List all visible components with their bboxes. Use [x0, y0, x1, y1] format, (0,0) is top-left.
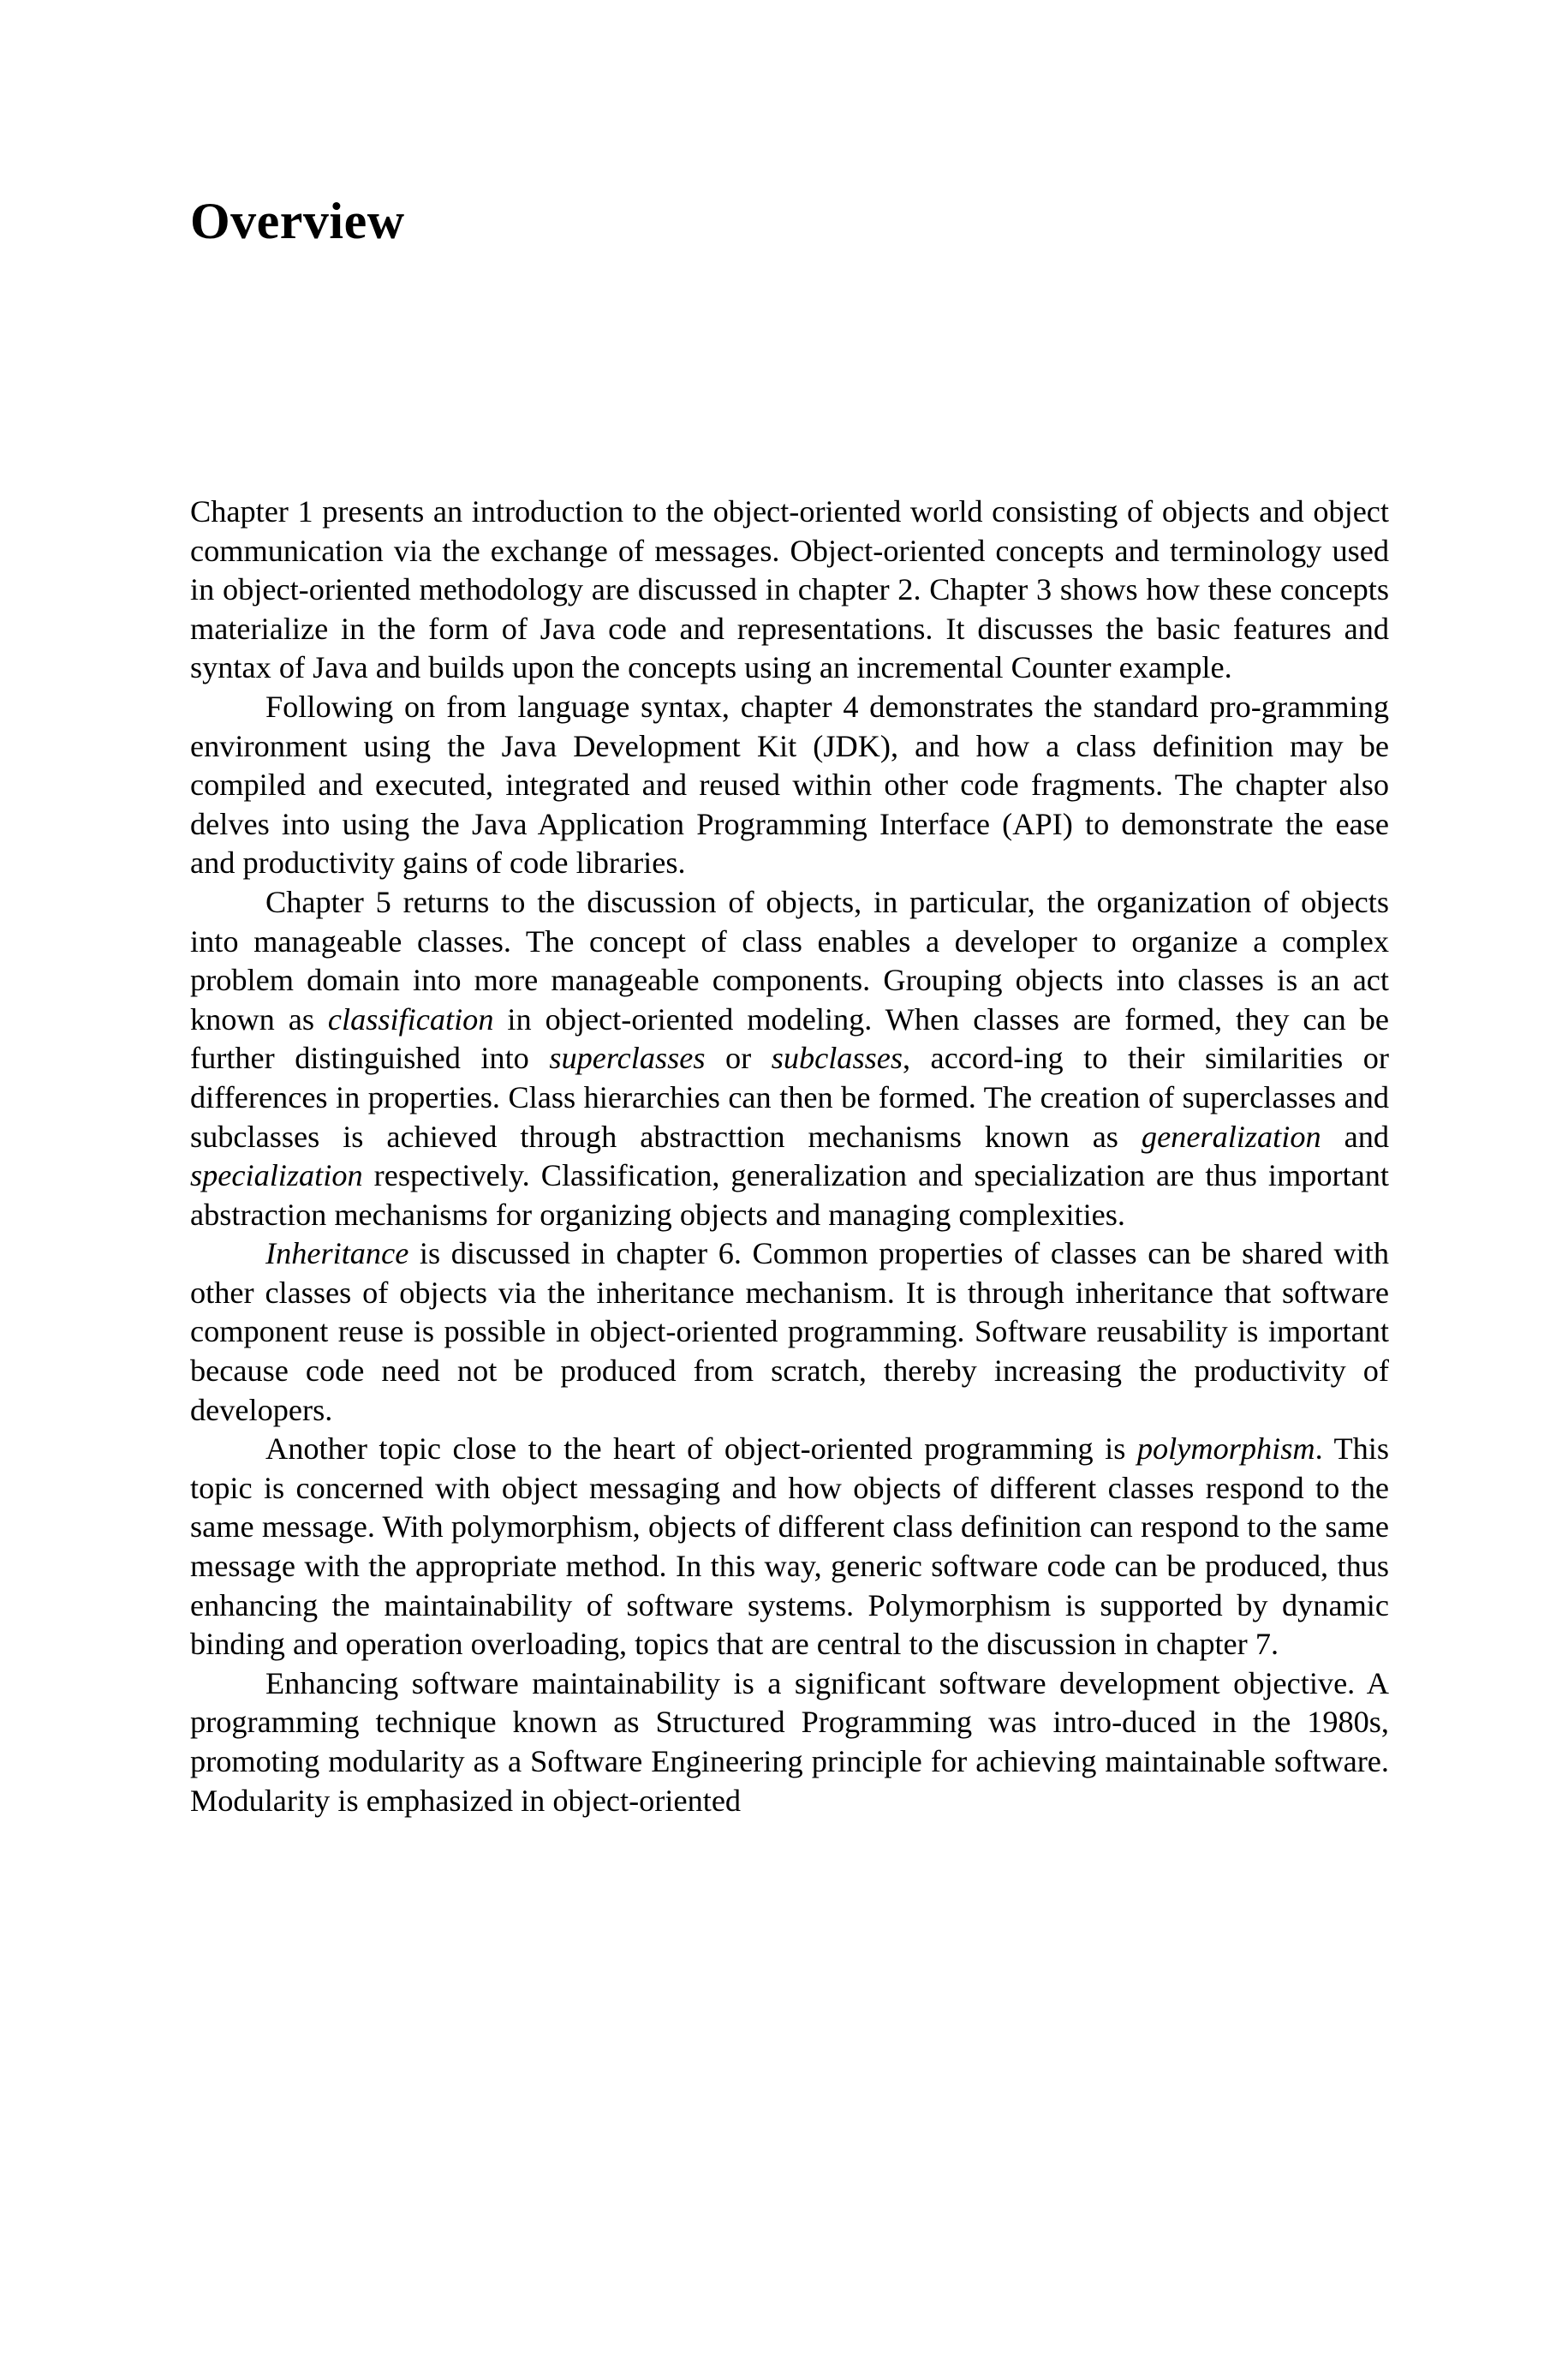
body-text [190, 493, 1389, 1820]
text-segment: Enhancing software maintainability is a significant software development objective. A programming technique known as Structured Programming was intro-duced in the 1980s, promoting modularity as a Software Engineering principle for achieving maintainable software. Modularity is emphasized in object-oriented [190, 1665, 1389, 1818]
text-segment: Following on from language syntax, chapter 4 demonstrates the standard pro-gramming environment using the Java Development Kit (JDK), and how a class definition may be compiled and executed, integrated and reused within other code fragments. The chapter also delves into using the Java Application Programming Interface (API) to demonstrate the ease and productivity gains of code libraries. [190, 689, 1389, 881]
text-segment: , accord-ing to their similarities or differences in properties. Class hierarchies can then be formed. The creation of superclasses and subclasses is achieved through abstracttion mechanisms known as [190, 1041, 1389, 1154]
text-segment: . This topic is concerned with object messaging and how objects of different classes respond to the same message. With polymorphism, objects of different class definition can respond to the same message with the appropriate method. In this way, generic software code can be produced, thus enhancing the maintainability of software systems. Polymorphism is supported by dynamic binding and operation overloading, topics that are central to the discussion in chapter 7. [190, 1431, 1390, 1662]
paragraph [190, 493, 1389, 688]
italic-term: subclasses [771, 1041, 903, 1076]
italic-term: specialization [190, 1158, 363, 1193]
text-segment: respectively. Classification, generalization and specialization are thus important abstraction mechanisms for organizing objects and managing complexities. [190, 1158, 1389, 1232]
text-segment: in object-oriented modeling. When classes are formed, they can be further distinguished into [190, 1001, 1389, 1076]
text-segment: or [705, 1041, 772, 1076]
italic-term: Inheritance [265, 1236, 409, 1271]
text-segment: Chapter 5 returns to the discussion of objects, in particular, the organization of objects into manageable classes. The concept of class enables a developer to organize a complex problem domain into more manageable components. Grouping objects into classes is an act known as [190, 884, 1389, 1037]
text-segment: and [1321, 1119, 1390, 1154]
paragraph [190, 883, 1389, 1234]
italic-term: polymorphism [1136, 1431, 1315, 1467]
text-segment: Another topic close to the heart of object-oriented programming is [265, 1431, 1137, 1467]
text-segment: Chapter 1 presents an introduction to the object-oriented world consisting of objects and object communication via the exchange of messages. Object-oriented concepts and terminology used in object-oriented methodology are discussed in chapter 2. Chapter 3 shows how these concepts materialize in the form of Java code and representations. It discusses the basic features and syntax of Java and builds upon the concepts using an incremental Counter example. [190, 494, 1389, 685]
text-segment: is discussed in chapter 6. Common properties of classes can be shared with other classes of objects via the inheritance mechanism. It is through inheritance that software component reuse is possible in object-oriented programming. Software reusability is important because code need not be produced from scratch, thereby increasing the productivity of developers. [190, 1236, 1389, 1427]
page-title: Overview [190, 193, 405, 249]
paragraph [190, 1664, 1389, 1820]
paragraph [190, 1234, 1389, 1430]
paragraph [190, 1430, 1389, 1664]
italic-term: generalization [1141, 1119, 1321, 1154]
italic-term: superclasses [549, 1041, 706, 1076]
paragraph [190, 688, 1389, 883]
italic-term: classification [327, 1001, 494, 1037]
